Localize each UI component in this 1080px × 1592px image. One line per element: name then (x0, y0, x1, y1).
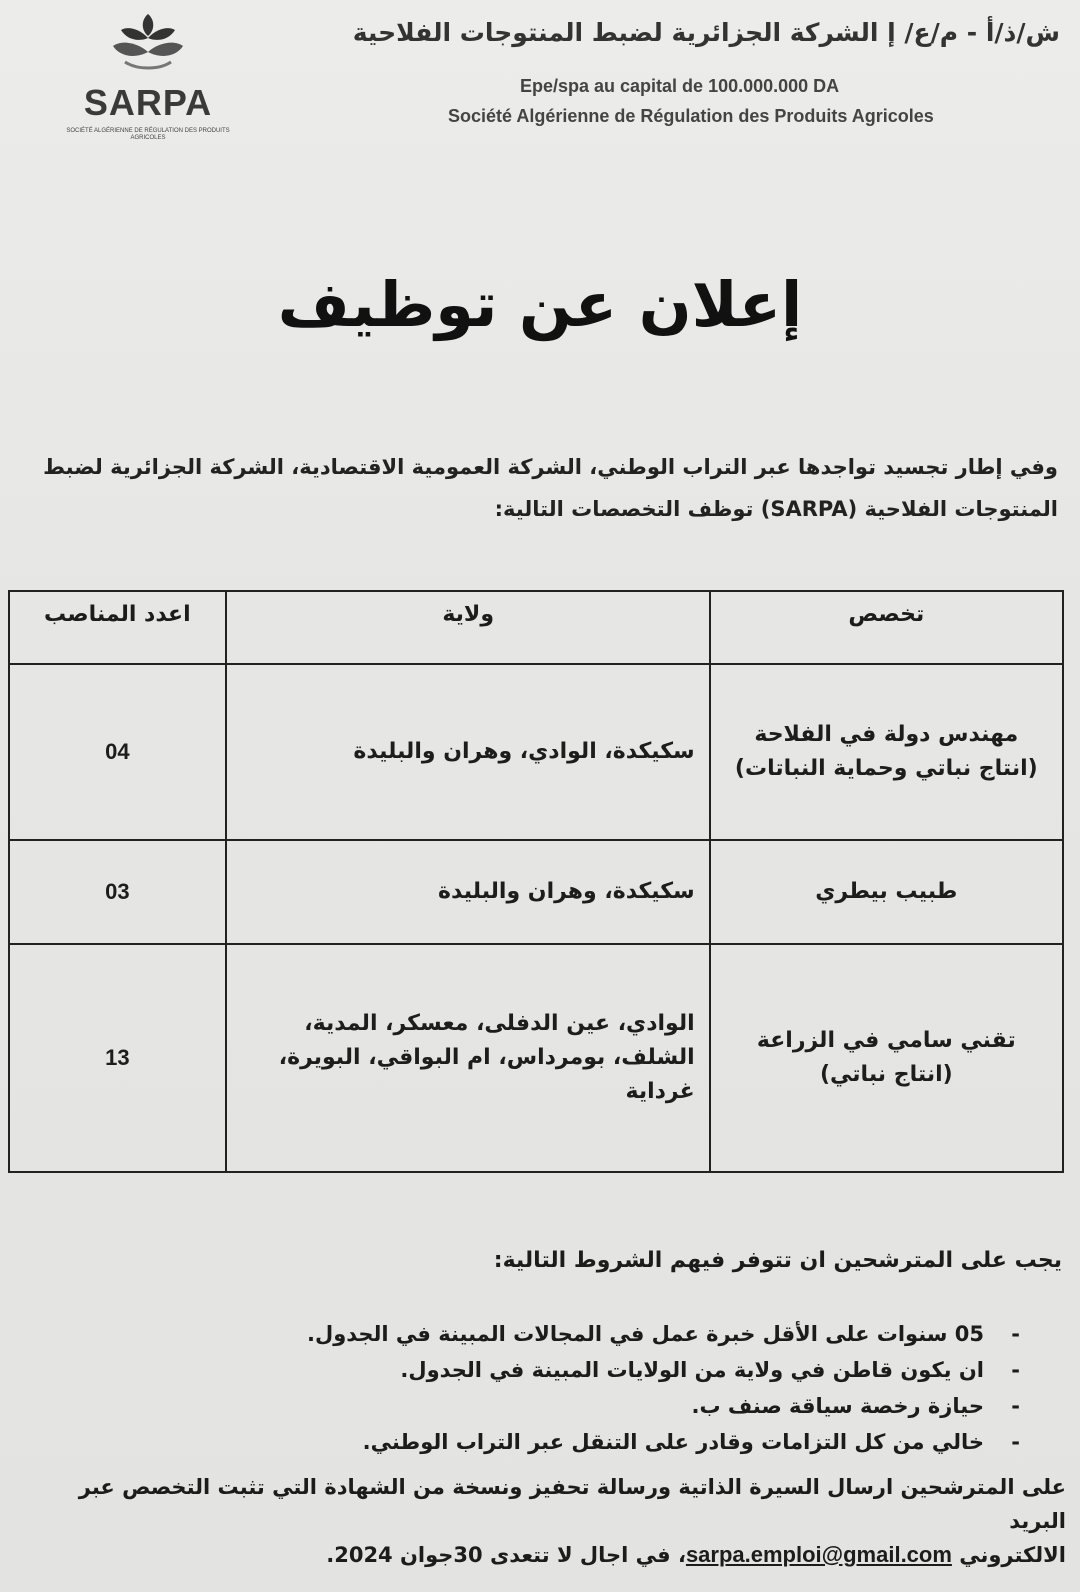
count-cell: 04 (9, 664, 226, 840)
wilaya-list: الوادي، عين الدفلى، معسكر، المدية، (304, 1011, 695, 1036)
table-row (9, 840, 1063, 944)
header-count: اعدد المناصب (9, 591, 226, 664)
header-wilaya: ولاية (226, 591, 710, 664)
wilaya-list: الشلف، بومرداس، ام البواقي، البويرة، (278, 1045, 695, 1070)
logo-wordmark: SARPA (83, 82, 213, 123)
apply-email-label: الالكتروني (959, 1543, 1066, 1567)
conditions-title: يجب على المترشحين ان تتوفر فيهم الشروط التالية: (493, 1248, 1062, 1273)
list-item: - ان يكون قاطن في ولاية من الولايات المبينة في الجدول. (220, 1352, 1020, 1388)
wilaya-list: سكيكدة، الوادي، وهران والبليدة (353, 739, 695, 764)
logo-subtitle: SOCIÉTÉ ALGÉRIENNE DE RÉGULATION DES PRODUITS AGRICOLES (66, 128, 230, 141)
table-row (9, 664, 1063, 840)
company-name-arabic: ش/ذ/أ - م/ع/ إ الشركة الجزائرية لضبط المنتوجات الفلاحية (352, 18, 1060, 47)
page-title: إعلان عن توظيف (277, 268, 803, 341)
company-name-french: Société Algérienne de Régulation des Produits Agricoles (448, 106, 934, 126)
table-row (9, 944, 1063, 1172)
positions-table (8, 590, 1064, 1173)
list-item: - حيازة رخصة سياقة صنف ب. (220, 1388, 1020, 1424)
wilaya-cell (226, 944, 710, 1172)
intro-paragraph: وفي إطار تجسيد تواجدها عبر التراب الوطني، الشركة العمومية الاقتصادية، الشركة الجزائرية لضبط المنتوجات الفلاحية (SARPA) توظف التخصصات التالية: (43, 455, 1058, 521)
specialty-cell (710, 664, 1063, 840)
specialty-name: مهندس دولة في الفلاحة (754, 722, 1019, 747)
list-item: - خالي من كل التزامات وقادر على التنقل عبر التراب الوطني. (220, 1424, 1020, 1460)
wilaya-cell (226, 840, 710, 944)
table-header-row (9, 591, 1063, 664)
specialty-cell (710, 944, 1063, 1172)
header-specialty: تخصص (710, 591, 1063, 664)
apply-line-2 (16, 1538, 1066, 1572)
count-cell: 03 (9, 840, 226, 944)
specialty-name: طبيب بيطري (815, 879, 958, 904)
conditions-list (220, 1316, 1020, 1460)
leaf-icon (105, 0, 191, 78)
wilaya-list: غرداية (625, 1079, 695, 1104)
email-link[interactable]: sarpa.emploi@gmail.com (685, 1542, 952, 1567)
count-cell: 13 (9, 944, 226, 1172)
specialty-cell (710, 840, 1063, 944)
specialty-detail: (انتاج نباتي وحماية النباتات) (734, 756, 1038, 781)
application-instructions (16, 1470, 1066, 1572)
company-capital: Epe/spa au capital de 100.000.000 DA (520, 76, 840, 96)
specialty-detail: (انتاج نباتي) (819, 1062, 953, 1087)
deadline-text: ، في اجال لا تتعدى 30جوان 2024. (326, 1543, 686, 1567)
sarpa-logo (58, 0, 238, 175)
wilaya-list: سكيكدة، وهران والبليدة (438, 879, 695, 904)
specialty-name: تقني سامي في الزراعة (756, 1028, 1016, 1053)
wilaya-cell (226, 664, 710, 840)
list-item: - 05 سنوات على الأقل خبرة عمل في المجالات المبينة في الجدول. (220, 1316, 1020, 1352)
apply-text: على المترشحين ارسال السيرة الذاتية ورسالة تحفيز ونسخة من الشهادة التي تثبت التخصص عبر البريد (78, 1475, 1066, 1533)
